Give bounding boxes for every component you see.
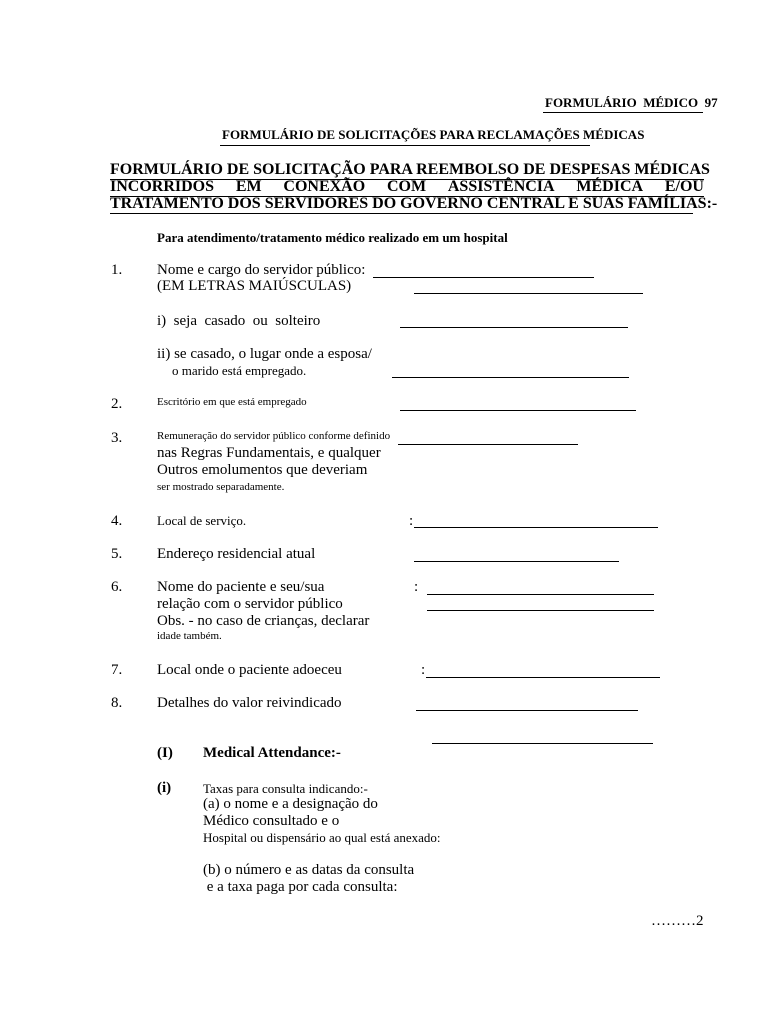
place-of-service-field[interactable] [414, 527, 658, 528]
intro-text: Para atendimento/tratamento médico realizado em um hospital [157, 230, 508, 245]
item1-spouse-label-2: o marido está empregado. [172, 363, 307, 378]
spouse-employment-field[interactable] [392, 377, 629, 378]
title-line3-underline [110, 213, 693, 214]
item3-label-2: nas Regras Fundamentais, e qualquer [157, 445, 381, 461]
item4-label: Local de serviço. [157, 513, 247, 528]
place-fell-ill-field[interactable] [426, 677, 660, 678]
item8-label: Detalhes do valor reivindicado [157, 695, 342, 711]
item3-label-3: Outros emolumentos que deveriam [157, 462, 368, 478]
consultation-label-1: Taxas para consulta indicando:- [203, 781, 368, 796]
subtitle-underline [220, 145, 590, 146]
title-word: E/OU [664, 178, 704, 195]
item3-label-4: ser mostrado separadamente. [157, 481, 285, 493]
form-code: FORMULÁRIO MÉDICO 97 [545, 95, 718, 110]
consultation-label-5: (b) o número e as datas da consulta [203, 862, 415, 878]
consultation-label-6: e a taxa paga por cada consulta: [203, 879, 398, 895]
item6-label: Nome do paciente e seu/sua [157, 579, 325, 595]
item5-label: Endereço residencial atual [157, 546, 316, 562]
claimed-amount-field-2[interactable] [432, 743, 653, 744]
address-field[interactable] [414, 561, 619, 562]
consultation-label-2: (a) o nome e a designação do [203, 796, 378, 812]
item6-colon: : [414, 579, 419, 595]
subsection-i-marker: (i) [157, 780, 172, 796]
item-number: 5. [111, 546, 123, 562]
item1-spouse-label: ii) se casado, o lugar onde a esposa/ [157, 346, 372, 362]
marital-status-field[interactable] [400, 327, 628, 328]
servant-name-field-line2[interactable] [414, 293, 643, 294]
item-number: 7. [111, 662, 123, 678]
item7-colon: : [421, 662, 426, 678]
item-number: 4. [111, 513, 123, 529]
item-number: 8. [111, 695, 123, 711]
claimed-amount-field[interactable] [416, 710, 638, 711]
servant-name-field[interactable] [373, 277, 594, 278]
item2-label: Escritório em que está empregado [157, 396, 307, 408]
item-number: 1. [111, 262, 123, 278]
form-code-underline [543, 112, 703, 113]
form-title-line2 [110, 178, 704, 196]
item-number: 3. [111, 430, 123, 446]
consultation-label-3: Médico consultado e o [203, 813, 340, 829]
title-word: CONEXÃO [283, 178, 366, 195]
title-word: COM [386, 178, 427, 195]
item1-marital-label: i) seja casado ou solteiro [157, 313, 321, 329]
item-number: 6. [111, 579, 123, 595]
item7-label: Local onde o paciente adoeceu [157, 662, 342, 678]
patient-relation-field[interactable] [427, 610, 654, 611]
title-word: EM [235, 178, 262, 195]
item4-colon: : [409, 513, 414, 529]
title-word: MÉDICA [576, 178, 644, 195]
page-continuation-marker: ………2 [651, 913, 704, 929]
item1-label: Nome e cargo do servidor público: [157, 262, 366, 278]
title-word: INCORRIDOS [110, 178, 215, 195]
item6-label-2: relação com o servidor público [157, 596, 343, 612]
section-i-title: Medical Attendance:- [203, 745, 341, 761]
form-subtitle: FORMULÁRIO DE SOLICITAÇÕES PARA RECLAMAÇÕES MÉDICAS [222, 127, 645, 142]
section-i-marker: (I) [157, 745, 173, 761]
office-field[interactable] [400, 410, 636, 411]
consultation-label-4: Hospital ou dispensário ao qual está anexado: [203, 830, 441, 845]
item3-label: Remuneração do servidor público conforme definido [157, 430, 391, 442]
item6-label-4: idade também. [157, 630, 222, 642]
title-word: ASSISTÊNCIA [447, 178, 555, 195]
form-title-line3: TRATAMENTO DOS SERVIDORES DO GOVERNO CENTRAL E SUAS FAMÍLIAS:- [110, 195, 718, 212]
item1-label-caps: (EM LETRAS MAIÚSCULAS) [157, 278, 352, 294]
patient-name-field[interactable] [427, 594, 654, 595]
item-number: 2. [111, 396, 123, 412]
item6-label-3: Obs. - no caso de crianças, declarar [157, 613, 370, 629]
form-title-line1: FORMULÁRIO DE SOLICITAÇÃO PARA REEMBOLSO DE DESPESAS MÉDICAS [110, 161, 710, 178]
remuneration-field[interactable] [398, 444, 578, 445]
